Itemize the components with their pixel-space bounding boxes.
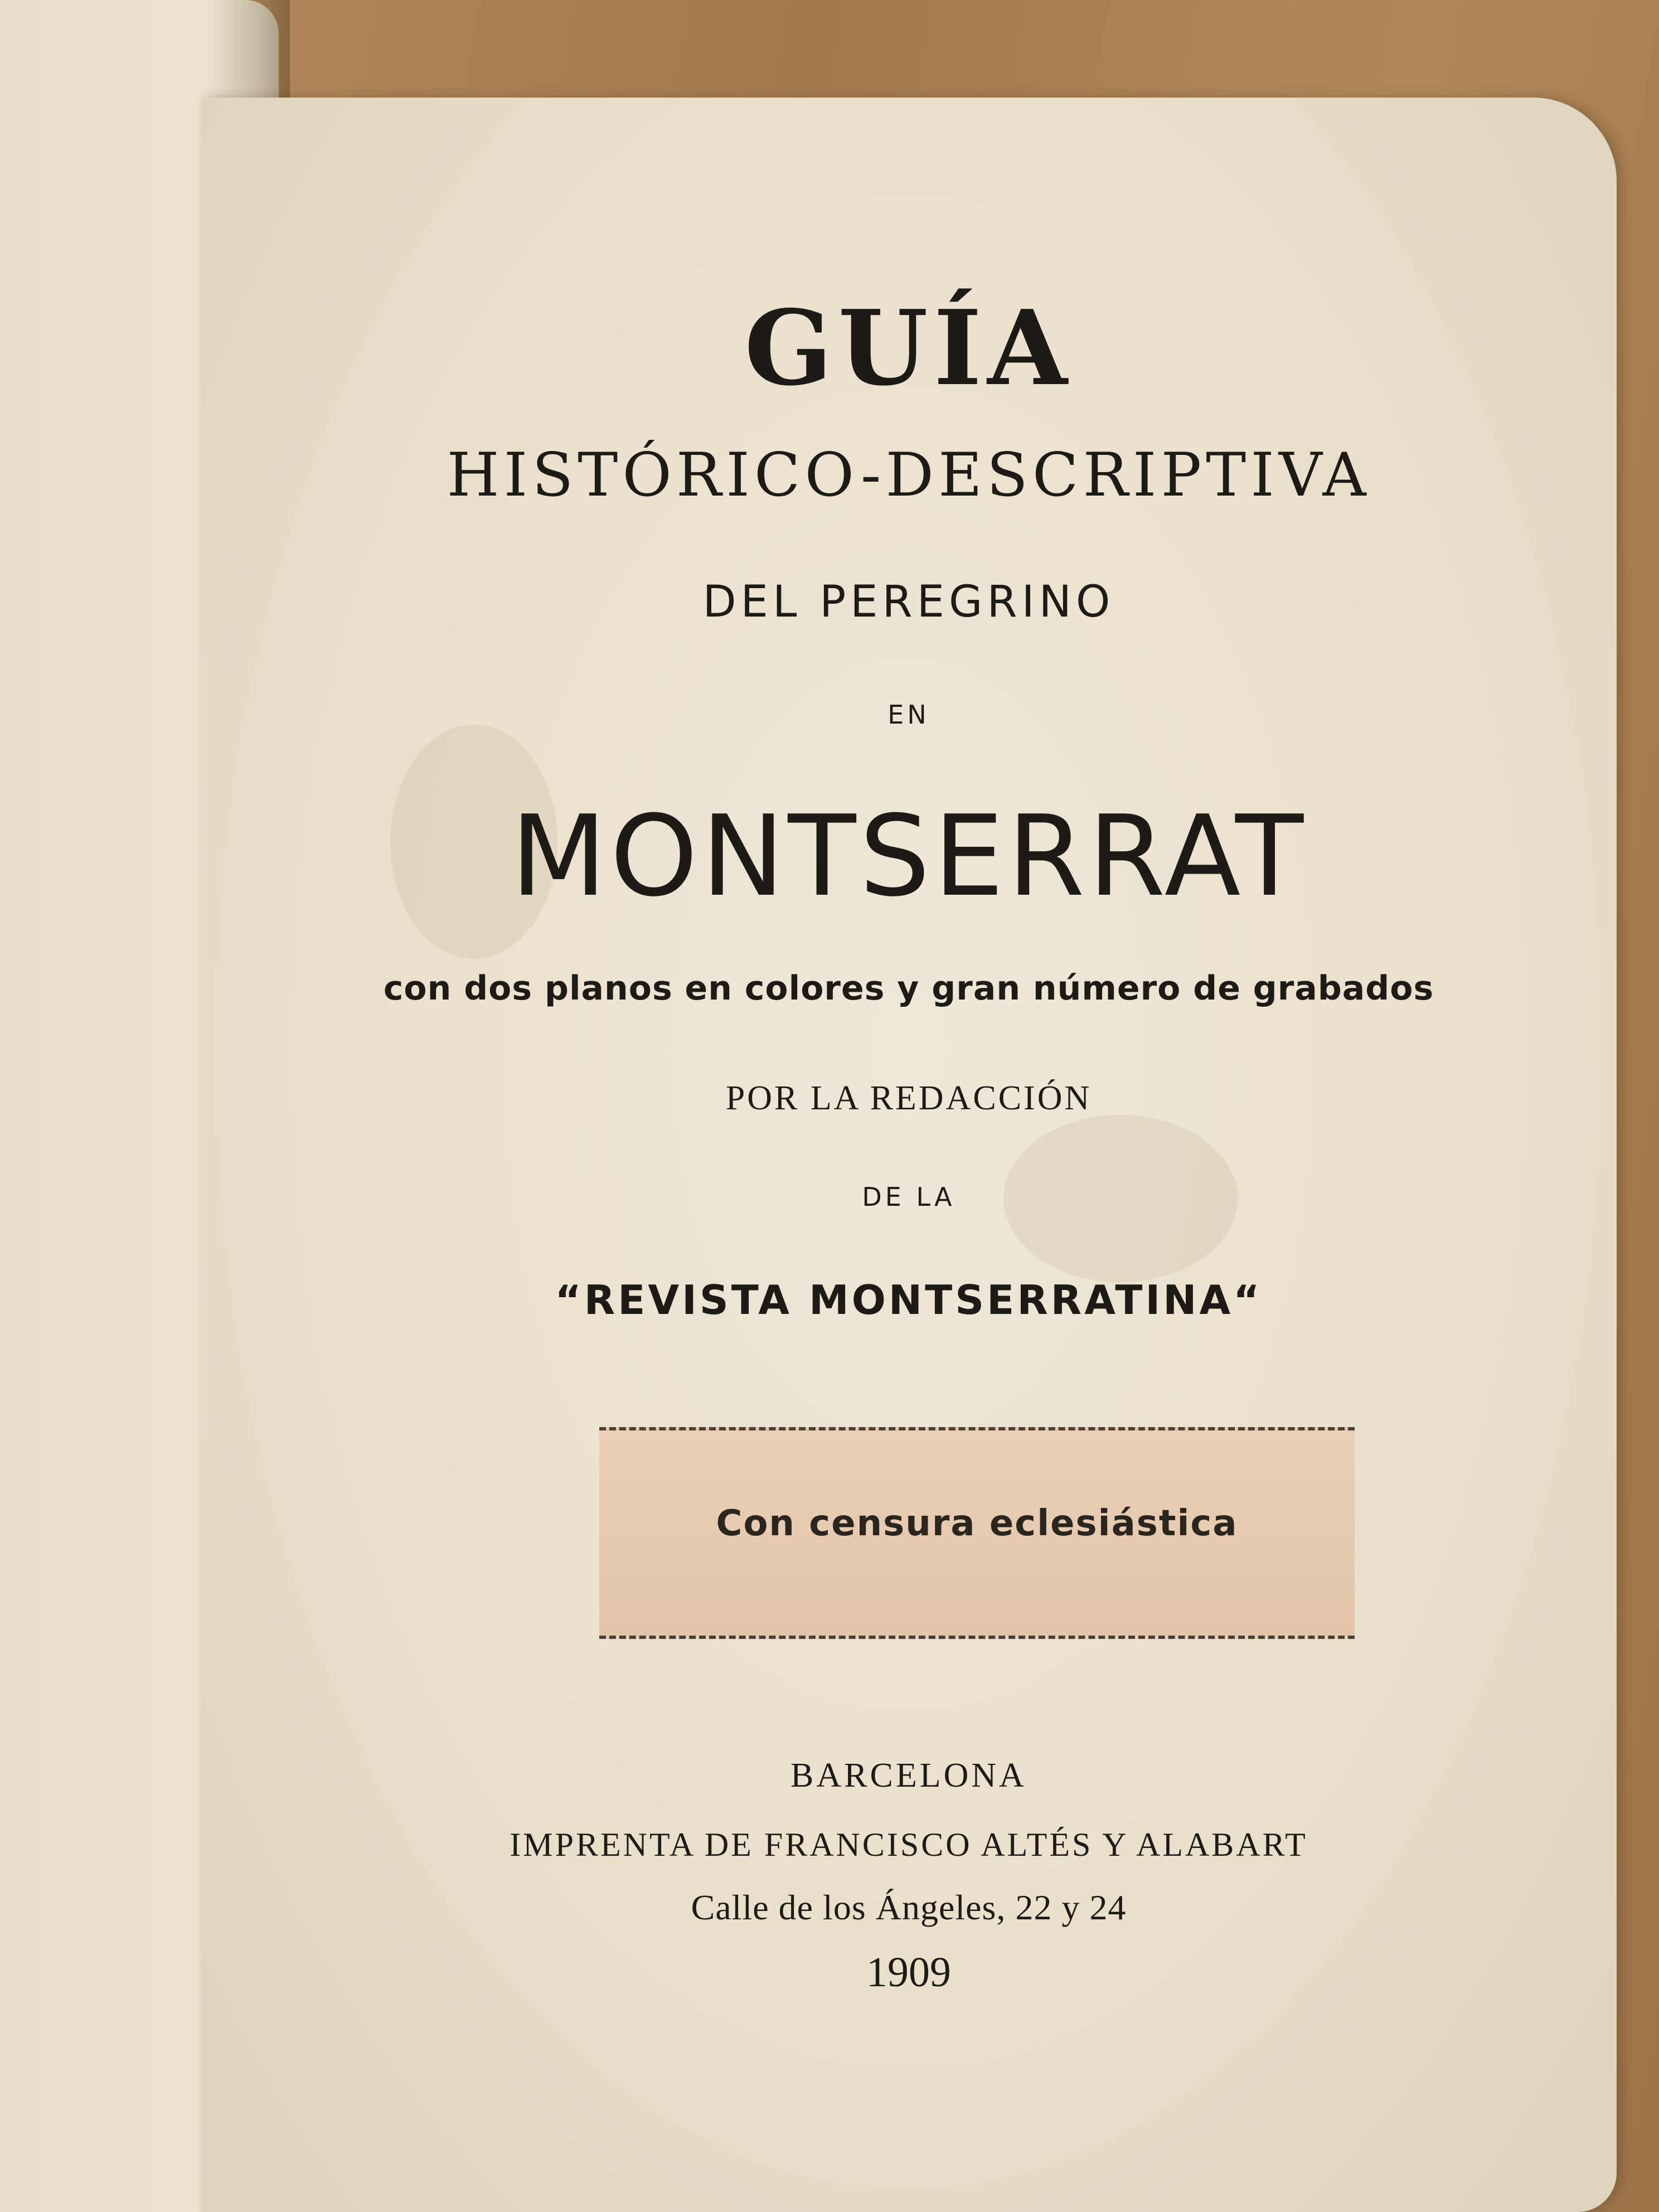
book-subtitle-historico: HISTÓRICO-DESCRIPTIVA [447,440,1371,510]
book-subtitle-peregrino: DEL PEREGRINO [702,577,1115,627]
printer-name: IMPRENTA DE FRANCISCO ALTÉS Y ALABART [510,1826,1308,1863]
censorship-label-slip [599,1427,1355,1639]
publication-year: 1909 [866,1949,951,1996]
author-line-dela: DE LA [862,1182,955,1212]
book-description: con dos planos en colores y gran número de grabados [383,969,1434,1008]
censorship-label-text: Con censura eclesiástica [716,1503,1238,1544]
publication-city: BARCELONA [790,1757,1027,1794]
book-title: GUÍA [744,287,1073,409]
author-line-revista: “REVISTA MONTSERRATINA“ [555,1277,1263,1323]
book-subtitle-en: EN [887,700,930,730]
author-line-redaccion: POR LA REDACCIÓN [725,1079,1092,1117]
book-place-title: MONTSERRAT [510,792,1307,921]
printer-address: Calle de los Ángeles, 22 y 24 [691,1888,1127,1927]
